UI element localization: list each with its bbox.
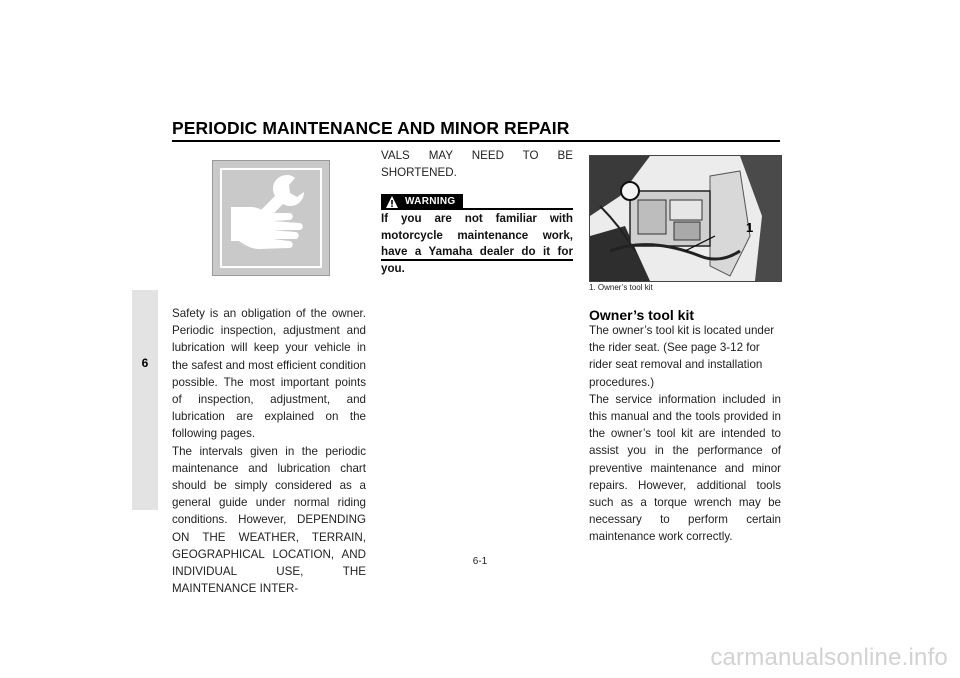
warning-triangle-icon bbox=[385, 195, 399, 209]
intro-column bbox=[172, 305, 366, 597]
page-title: PERIODIC MAINTENANCE AND MINOR REPAIR bbox=[172, 118, 570, 138]
warning-text: If you are not familiar with motorcycle maintenance work, have a Yamaha dealer do it for you. bbox=[381, 212, 573, 275]
figure-caption: 1. Owner’s tool kit bbox=[589, 283, 653, 292]
tool-kit-column bbox=[589, 322, 781, 546]
watermark: carmanualsonline.info bbox=[710, 644, 948, 671]
warning-label: WARNING bbox=[405, 196, 456, 207]
section-heading: Owner’s tool kit bbox=[589, 307, 695, 323]
header-rule bbox=[172, 140, 780, 142]
hand-wrench-icon bbox=[212, 160, 330, 276]
safety-paragraph: Safety is an obligation of the owner. Periodic inspection, adjustment and lubrication will keep your vehicle in the safest and most efficient condition possible. The most important points of inspection, adjustment, and lubrication are explained on the following pages. bbox=[172, 307, 366, 441]
page-number: 6-1 bbox=[472, 556, 488, 567]
chapter-number: 6 bbox=[141, 356, 149, 370]
tool-kit-location-paragraph: The owner’s tool kit is located under the rider seat. (See page 3-12 for rider seat removal and installation procedures.) bbox=[589, 324, 775, 389]
warning-badge bbox=[381, 194, 463, 210]
intervals-continuation bbox=[381, 147, 573, 181]
intervals-continuation-text: VALS MAY NEED TO BE SHORTENED. bbox=[381, 149, 573, 180]
warning-bottom-rule bbox=[381, 259, 573, 261]
service-info-paragraph: The service information included in this manual and the tools provided in the owner’s tool kit are intended to assist you in the performance of preventive maintenance and minor repairs. However, additional tools such as a torque wrench may be necessary to perform certain maintenance work correctly. bbox=[589, 392, 781, 544]
tool-kit-photo bbox=[589, 155, 782, 282]
chapter-tab bbox=[132, 290, 158, 510]
figure-callout: 1 bbox=[746, 220, 754, 235]
intervals-paragraph: The intervals given in the periodic maintenance and lubrication chart should be simply considered as a general guide under normal riding conditions. However, DEPENDING ON THE WEATHER, TERRAIN, GEOGRAPHICAL LOCATION, AND INDIVIDUAL USE, THE MAINTENANCE INTER- bbox=[172, 444, 366, 596]
warning-top-rule bbox=[463, 208, 573, 210]
